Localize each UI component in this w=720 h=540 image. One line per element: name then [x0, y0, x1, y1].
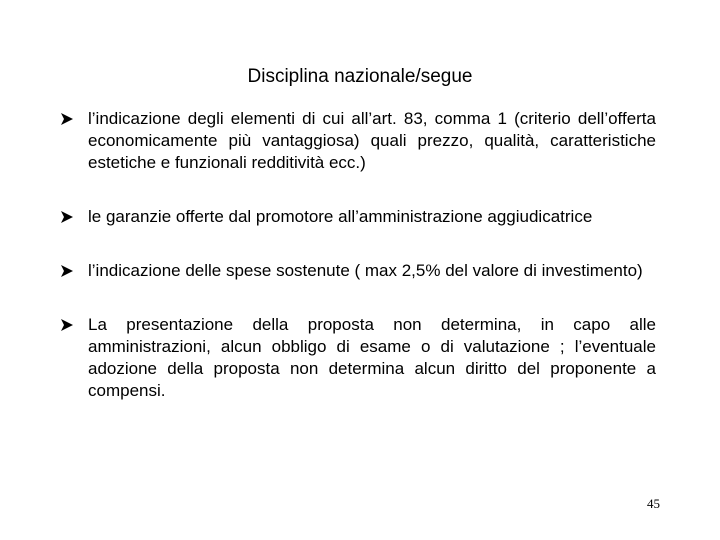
bullet-item	[60, 260, 656, 282]
bullet-text: l’indicazione degli elementi di cui all’art. 83, comma 1 (criterio dell’offerta economicamente più vantaggiosa) quali prezzo, qualità, caratteristiche estetiche e funzionali redditività ecc.)	[88, 109, 656, 172]
arrowhead-bullet-icon	[60, 264, 74, 278]
slide-title: Disciplina nazionale/segue	[247, 66, 473, 87]
bullet-list	[60, 108, 656, 402]
arrowhead-bullet-icon	[60, 210, 74, 224]
bullet-text: l’indicazione delle spese sostenute ( max 2,5% del valore di investimento)	[88, 261, 643, 280]
bullet-item	[60, 206, 656, 228]
bullet-text: le garanzie offerte dal promotore all’amministrazione aggiudicatrice	[88, 207, 593, 226]
arrowhead-bullet-icon	[60, 112, 74, 126]
bullet-text: La presentazione della proposta non determina, in capo alle amministrazioni, alcun obbligo di esame o di valutazione ; l’eventuale adozione della proposta non determina alcun diritto del proponente a compensi.	[88, 315, 656, 400]
bullet-item	[60, 108, 656, 174]
page-number: 45	[647, 496, 660, 511]
arrowhead-bullet-icon	[60, 318, 74, 332]
bullet-item	[60, 314, 656, 402]
